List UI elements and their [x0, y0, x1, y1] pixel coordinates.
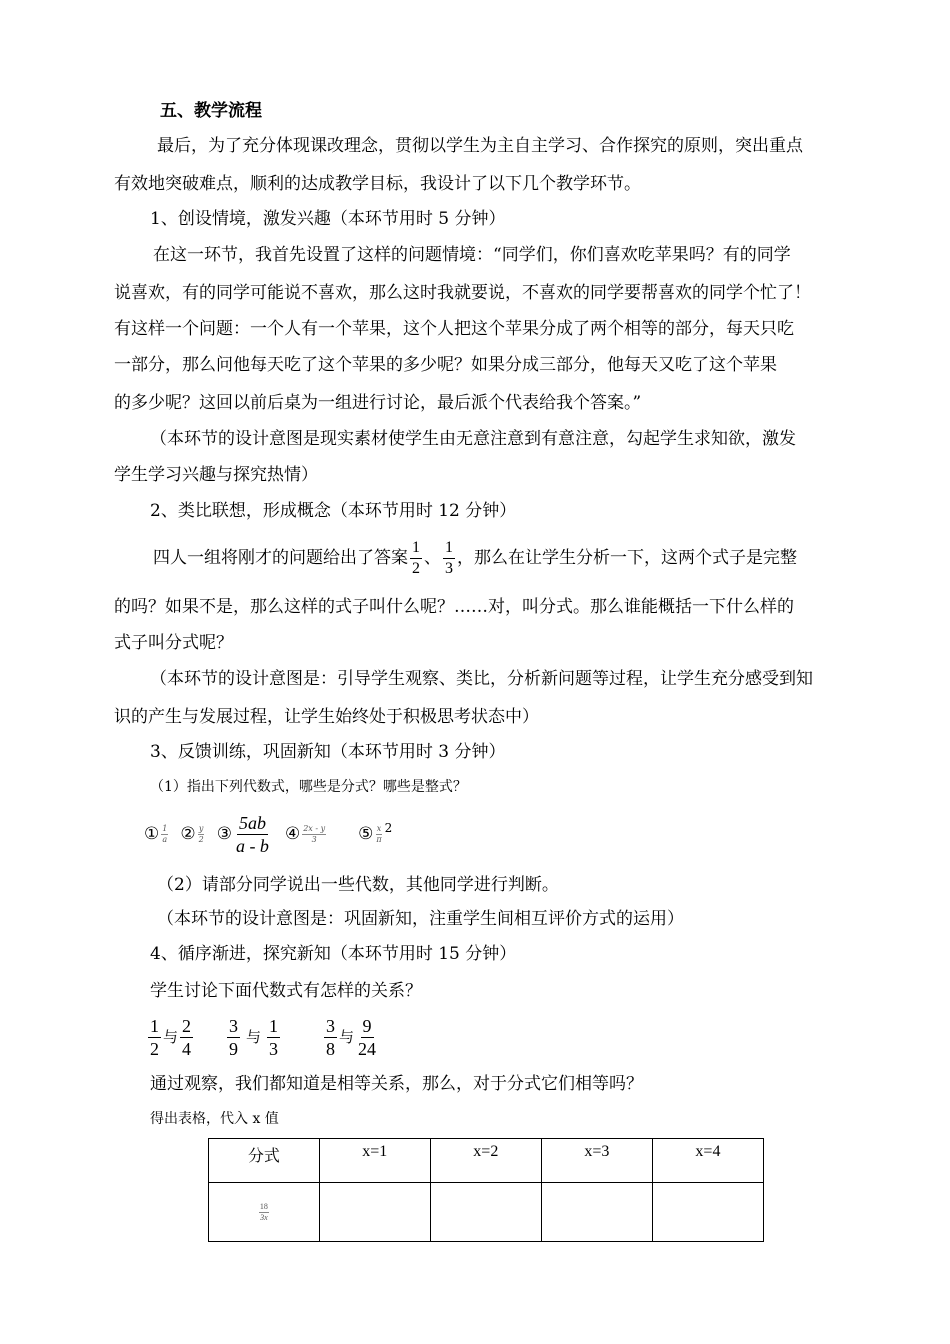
table-header-x3: x=3: [541, 1139, 652, 1183]
table-cell-x2: [430, 1183, 541, 1242]
section3-intent: （本环节的设计意图是：巩固新知，注重学生间相互评价方式的运用）: [157, 909, 684, 929]
expr-fraction-y-over-2: $\frac{y}{2}$: [198, 823, 204, 844]
expr-marker-5: ⑤: [358, 824, 374, 844]
table-cell-x1: [319, 1183, 430, 1242]
section2-para-line-3: 式子叫分式呢？: [114, 633, 233, 653]
section1-para-line-3: 有这样一个问题：一个人有一个苹果，这个人把这个苹果分成了两个相等的部分，每天只吃: [114, 319, 794, 339]
expr-exponent-2: 2: [384, 821, 393, 835]
table-row: [209, 1183, 764, 1242]
section4-title: 4、循序渐进，探究新知（本环节用时 15 分钟）: [150, 944, 517, 964]
section2-para-text-before: 四人一组将刚才的问题给出了答案: [153, 548, 408, 568]
section4-para-2: 通过观察，我们都知道是相等关系，那么，对于分式它们相等吗？: [150, 1074, 643, 1094]
section3-question-1: （1）指出下列代数式，哪些是分式？哪些是整式？: [150, 779, 467, 795]
pair2-fraction-b: $\frac{1}{3}$: [269, 1015, 279, 1059]
section2-para-line-2: 的吗？如果不是，那么这样的式子叫什么呢？……对，叫分式。那么谁能概括一下什么样的: [114, 597, 794, 617]
pair3-fraction-b: $\frac{9}{24}$: [358, 1015, 377, 1059]
expr-fraction-x-over-pi: $\frac{x}{\pi}$: [376, 823, 382, 844]
pair1-and: 与: [163, 1028, 179, 1046]
fraction-separator: 、: [424, 548, 441, 568]
pair2-fraction-a: $\frac{3}{9}$: [229, 1015, 239, 1059]
expr-marker-2: ②: [180, 824, 196, 844]
section2-title: 2、类比联想，形成概念（本环节用时 12 分钟）: [150, 501, 517, 521]
expr-fraction-2x-minus-y-over-3: $\frac{2x - y}{3}$: [303, 823, 326, 844]
section1-intent-line-1: （本环节的设计意图是现实素材使学生由无意注意到有意注意，勾起学生求知欲，激发: [150, 429, 796, 449]
table-header-x2: x=2: [430, 1139, 541, 1183]
section1-title: 1、创设情境，激发兴趣（本环节用时 5 分钟）: [150, 209, 506, 229]
section1-para-line-1: 在这一环节，我首先设置了这样的问题情境：“同学们，你们喜欢吃苹果吗？有的同学: [153, 245, 791, 265]
section2-intent-line-2: 识的产生与发展过程，让学生始终处于积极思考状态中）: [114, 707, 539, 727]
pair3-and: 与: [339, 1028, 355, 1046]
substitution-table: [208, 1138, 764, 1242]
section1-para-line-2: 说喜欢，有的同学可能说不喜欢，那么这时我就要说，不喜欢的同学要帮喜欢的同学个忙了！: [114, 283, 811, 303]
pair2-and: 与: [246, 1028, 262, 1046]
intro-line-1: 最后，为了充分体现课改理念，贯彻以学生为主自主学习、合作探究的原则，突出重点: [157, 136, 803, 156]
expr-fraction-1-over-a: $\frac{1}{a}$: [162, 823, 168, 844]
fraction-one-third: $\frac{1}{3}$: [445, 538, 453, 577]
section3-title: 3、反馈训练，巩固新知（本环节用时 3 分钟）: [150, 742, 506, 762]
section3-question-2: （2）请部分同学说出一些代数，其他同学进行判断。: [157, 875, 559, 895]
pair1-fraction-a: $\frac{1}{2}$: [150, 1015, 159, 1059]
section1-para-line-4: 一部分，那么问他每天吃了这个苹果的多少呢？如果分成三部分，他每天又吃了这个苹果: [114, 355, 777, 375]
section4-para-3: 得出表格，代入 x 值: [150, 1111, 279, 1127]
expr-marker-4: ④: [284, 824, 301, 844]
section1-intent-line-2: 学生学习兴趣与探究热情）: [114, 465, 318, 485]
table-header-x1: x=1: [319, 1139, 430, 1183]
expr-marker-1: ①: [144, 824, 160, 844]
pair1-fraction-b: $\frac{2}{4}$: [182, 1015, 192, 1059]
section2-intent-line-1: （本环节的设计意图是：引导学生观察、类比，分析新问题等过程，让学生充分感受到知: [150, 669, 813, 689]
table-header-row: [209, 1139, 764, 1183]
fraction-pairs: [146, 1012, 380, 1062]
fraction-18-over-3x: $\frac{18}{3x}$: [259, 1201, 268, 1222]
table-header-x4: x=4: [652, 1139, 763, 1183]
table-cell-x4: [652, 1183, 763, 1242]
section2-para-line-1: [153, 536, 797, 580]
fraction-one-half: $\frac{1}{2}$: [412, 538, 420, 577]
table-cell-x3: [541, 1183, 652, 1242]
intro-line-2: 有效地突破难点，顺利的达成教学目标，我设计了以下几个教学环节。: [114, 174, 641, 194]
section4-para-1: 学生讨论下面代数式有怎样的关系？: [150, 981, 422, 1001]
section1-para-line-5: 的多少呢？这回以前后桌为一组进行讨论，最后派个代表给我个答案。”: [114, 393, 642, 413]
expression-list: [144, 808, 392, 860]
expr-marker-3: ③: [216, 824, 232, 844]
pair3-fraction-a: $\frac{3}{8}$: [326, 1015, 336, 1059]
expr-fraction-5ab-over-a-minus-b: $\frac{5ab}{a - b}$: [235, 812, 269, 856]
section-heading: 五、教学流程: [160, 101, 262, 121]
table-cell-fraction: [209, 1183, 320, 1242]
table-header-fraction: 分式: [209, 1139, 320, 1183]
section2-para-text-after: ，那么在让学生分析一下，这两个式子是完整: [457, 548, 797, 568]
